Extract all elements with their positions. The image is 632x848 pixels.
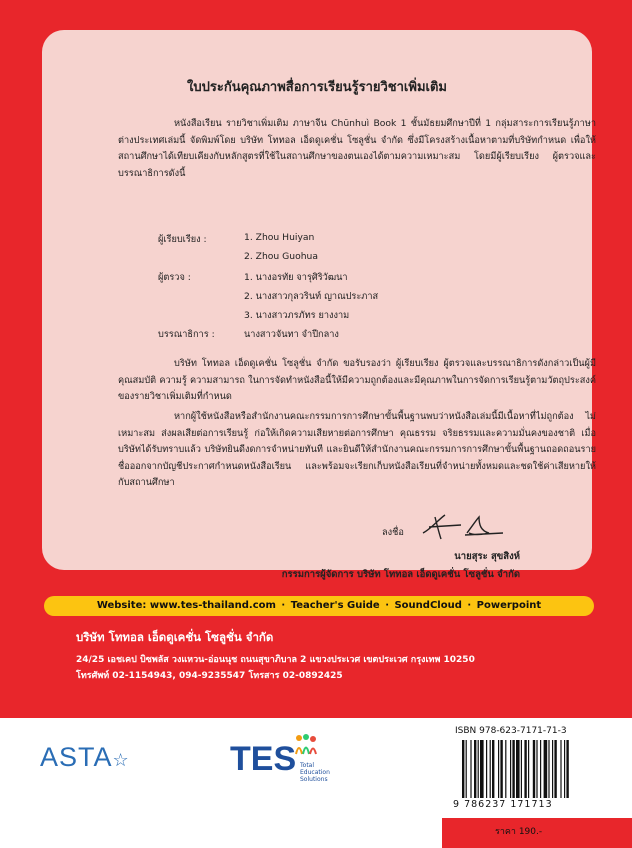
barcode-bar (512, 740, 514, 798)
barcode-bar (478, 740, 479, 798)
role-label: ผู้ตรวจ : (158, 272, 191, 283)
barcode-bar (480, 740, 484, 798)
barcode-bar (540, 740, 541, 798)
barcode-digits: 9 786237 171713 (453, 799, 553, 810)
role-label: ผู้เรียบเรียง : (158, 234, 207, 245)
publisher-name: บริษัท โททอล เอ็ดดูเคชั่น โซลูชั่น จำกัด (76, 630, 274, 644)
star-icon: ☆ (112, 750, 130, 770)
barcode-bar (560, 740, 561, 798)
liability-paragraph: หากผู้ใช้หนังสือหรือสำนักงานคณะกรรมการการศึกษาขั้นพื้นฐานพบว่าหนังสือเล่มนี้มีเนื้อหาที่ไม่ถูกต้อง ไม่เหมาะสม ส่งผลเสียต่อการเรียนรู้ ก่อให้เกิดความเสียหายต่อการศึกษา คุณธรรม จริยธรรมและความมั่นคงของชาติ เมื่อบริษัทได้รับทราบแล้ว บริษัทยินดีงดการจำหน่ายทันที และยินดีให้สำนักงานคณะกรรมการการศึกษาขั้นพื้นฐานถอดถอนรายชื่อออกจากบัญชีประกาศกำหนดหนังสือเรียน และพร้อมจะเรียกเก็บหนังสือเรียนที่จำหน่ายทั้งหมดและชดใช้ค่าเสียหายให้กับสถานศึกษา (118, 411, 596, 488)
separator: · (281, 600, 286, 611)
tes-subtitle: Total Education Solutions (300, 762, 330, 783)
barcode-image (462, 740, 617, 798)
barcode-bar (521, 740, 522, 798)
role-name: นางสาวจันทา จำปีกลาง (244, 329, 339, 340)
barcode-bar (462, 740, 464, 798)
barcode-bar (510, 740, 511, 798)
intro-paragraph: หนังสือเรียน รายวิชาเพิ่มเติม ภาษาจีน Chūnhuì Book 1 ชั้นมัธยมศึกษาปีที่ 1 กลุ่มสาระการเรียนรู้ภาษาต่างประเทศเล่มนี้ จัดพิมพ์โดย บริษัท โททอล เอ็ดดูเคชั่น โซลูชั่น จำกัด ซึ่งมีโครงสร้างเนื้อหาตามที่บริษัทกำหนด เพื่อให้สถานศึกษาได้เทียบเคียงกับหลักสูตรที่ใช้ในสถานศึกษาของตนเองได้ตามความเหมาะสม โดยมีผู้เรียบเรียง ผู้ตรวจและบรรณาธิการดังนี้ (118, 118, 596, 179)
signature-image (417, 511, 507, 543)
barcode-bar (552, 740, 553, 798)
barcode-bar (486, 740, 487, 798)
barcode-bar (498, 740, 499, 798)
card-title: ใบประกันคุณภาพสื่อการเรียนรู้รายวิชาเพิ่มเติม (187, 80, 447, 95)
publisher-phone: โทรศัพท์ 02-1154943, 094-9235547 โทรสาร 02-0892425 (76, 671, 343, 681)
barcode-bar (516, 740, 520, 798)
powerpoint-link[interactable]: Powerpoint (476, 600, 542, 611)
barcode-bar (544, 740, 548, 798)
barcode-bar (466, 740, 467, 798)
guarantee-paragraph: บริษัท โททอล เอ็ดดูเคชั่น โซลูชั่น จำกัด ขอรับรองว่า ผู้เรียบเรียง ผู้ตรวจและบรรณาธิการดังกล่าวเป็นผู้มีคุณสมบัติ ความรู้ ความสามารถ ในการจัดทำหนังสือนี้ให้มีความถูกต้องและมีคุณภาพในการจัดการเรียนรู้ตามวัตถุประสงค์ของรายวิชาเพิ่มเติมที่กำหนด (118, 358, 596, 402)
tes-logo (230, 740, 296, 779)
role-name: 2. Zhou Guohua (244, 251, 319, 262)
asta-logo (40, 742, 130, 773)
role-name: 2. นางสาวกุลวรินท์ ญาณประภาส (244, 291, 379, 302)
sign-label: ลงชื่อ (382, 527, 404, 538)
barcode-bar (566, 740, 568, 798)
barcode-bar (554, 740, 556, 798)
barcode-bar (505, 740, 506, 798)
logo-strip (0, 718, 442, 848)
quality-assurance-card (42, 30, 596, 580)
links-bar (44, 596, 594, 616)
separator: · (385, 600, 389, 611)
website-link[interactable]: Website: www.tes-thailand.com (96, 600, 276, 611)
tes-logo-text: TES (230, 740, 297, 778)
role-label: บรรณาธิการ : (158, 329, 215, 340)
barcode-bar (524, 740, 526, 798)
barcode-bar (490, 740, 491, 798)
soundcloud-link[interactable]: SoundCloud (394, 600, 462, 611)
isbn-label: ISBN 978-623-7171-71-3 (455, 726, 567, 736)
barcode-bar (564, 740, 565, 798)
asta-logo-text: ASTA (40, 742, 113, 772)
barcode-bar (533, 740, 535, 798)
barcode-bar (470, 740, 471, 798)
barcode-bar (536, 740, 537, 798)
role-name: 1. Zhou Huiyan (244, 232, 315, 243)
price-label: ราคา 190.- (495, 827, 543, 837)
signer-title: กรรมการผู้จัดการ บริษัท โททอล เอ็ดดูเคชั่น โซลูชั่น จำกัด (281, 569, 520, 580)
separator: · (467, 600, 472, 611)
barcode-bar (548, 740, 549, 798)
publisher-address: 24/25 เอชเคป บิซพลัส วงแหวน-อ่อนนุช ถนนสุขาภิบาล 2 แขวงประเวศ เขตประเวศ กรุงเทพ 10250 (76, 655, 475, 665)
barcode-bar (492, 740, 494, 798)
role-name: 1. นางอรทัย จารุศิริวัฒนา (244, 272, 348, 283)
barcode-bar (528, 740, 529, 798)
teachers-guide-link[interactable]: Teacher's Guide (290, 600, 380, 611)
barcode-bar (500, 740, 502, 798)
barcode-bar (474, 740, 476, 798)
tes-figures-icon (294, 734, 318, 756)
role-name: 3. นางสาวภรภัทร ยางงาม (244, 310, 350, 321)
signer-name: นายสุระ สุขสิงห์ (454, 551, 520, 562)
